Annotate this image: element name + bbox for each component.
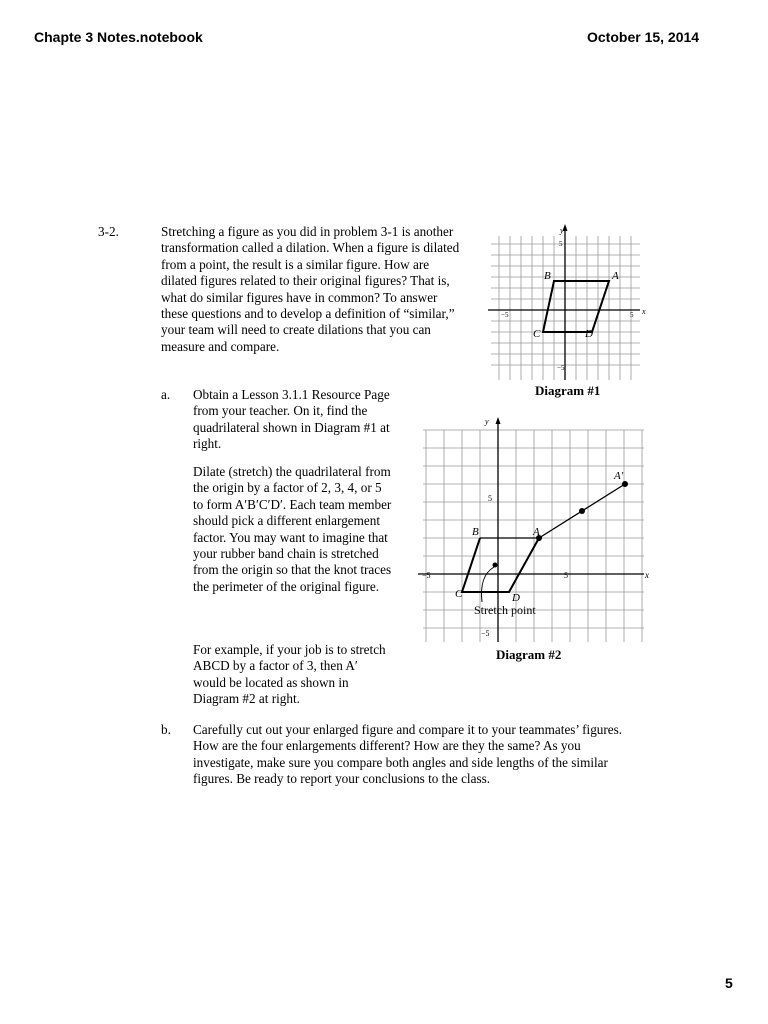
diagram-1-label-d: D [585, 328, 593, 340]
diagram-1-tick-pos-y: 5 [559, 240, 563, 248]
diagram-1-tick-neg-y: −5 [557, 364, 565, 372]
diagram-2-label-b: B [472, 526, 479, 538]
problem-number: 3-2. [98, 224, 119, 239]
diagram-2-label-a-prime: A′ [614, 470, 624, 482]
notebook-date: October 15, 2014 [587, 29, 700, 45]
diagram-2-tick-pos-x: 5 [564, 571, 568, 580]
diagram-2-caption: Diagram #2 [496, 647, 562, 662]
stretch-point-label: Stretch point [474, 603, 536, 617]
diagram-2-tick-neg-x: −5 [422, 571, 431, 580]
diagram-2-tick-pos-y: 5 [488, 494, 492, 503]
diagram-2-y-axis-label: y [485, 417, 489, 426]
diagram-1-caption: Diagram #1 [535, 383, 601, 398]
diagram-2-label-a: A [533, 526, 540, 538]
diagram-1 [488, 222, 648, 382]
part-a-paragraph-2: Dilate (stretch) the quadrilateral from the origin by a factor of 2, 3, 4, or 5 to form A′B′C′D′. Each team member should pick a different enlargement factor. You may want to imagine that your rubber band chain is stretched from the origin so that the knot traces the perimeter of the original figure. [193, 464, 392, 594]
page-number: 5 [725, 975, 733, 991]
part-b-label: b. [161, 722, 171, 737]
diagram-2 [418, 412, 658, 644]
notebook-title: Chapte 3 Notes.notebook [34, 29, 203, 45]
diagram-1-label-c: C [533, 328, 541, 340]
part-a-label: a. [161, 387, 171, 402]
diagram-1-y-axis-label: y [560, 226, 564, 235]
part-a-paragraph-3: For example, if your job is to stretch ABCD by a factor of 3, then A′ would be located as shown in Diagram #2 at right. [193, 642, 386, 707]
problem-intro: Stretching a figure as you did in problem 3-1 is another transformation called a dilation. When a figure is dilated from a point, the result is a similar figure. How are dilated figures related to their original figures? That is, what do similar figures have in common? To answer these questions and to develop a definition of “similar,” your team will need to create dilations that you can measure and compare. [161, 224, 460, 354]
diagram-1-x-axis-label: x [642, 307, 646, 316]
diagram-2-label-c: C [455, 588, 463, 600]
part-a-paragraph-1: Obtain a Lesson 3.1.1 Resource Page from your teacher. On it, find the quadrilateral shown in Diagram #1 at right. [193, 387, 390, 452]
diagram-2-x-axis-label: x [645, 570, 649, 580]
diagram-2-tick-neg-y: −5 [481, 629, 490, 638]
diagram-2-label-d: D [512, 592, 520, 604]
part-b-paragraph: Carefully cut out your enlarged figure and compare it to your teammates’ figures. How are the four enlargements different? How are they the same? As you investigate, make sure you compare both angles and side lengths of the similar figures. Be ready to report your conclusions to the class. [193, 722, 623, 787]
diagram-1-tick-pos-x: 5 [630, 311, 634, 319]
diagram-1-tick-neg-x: −5 [501, 311, 509, 319]
diagram-1-label-a: A [612, 270, 619, 282]
diagram-1-label-b: B [544, 270, 551, 282]
